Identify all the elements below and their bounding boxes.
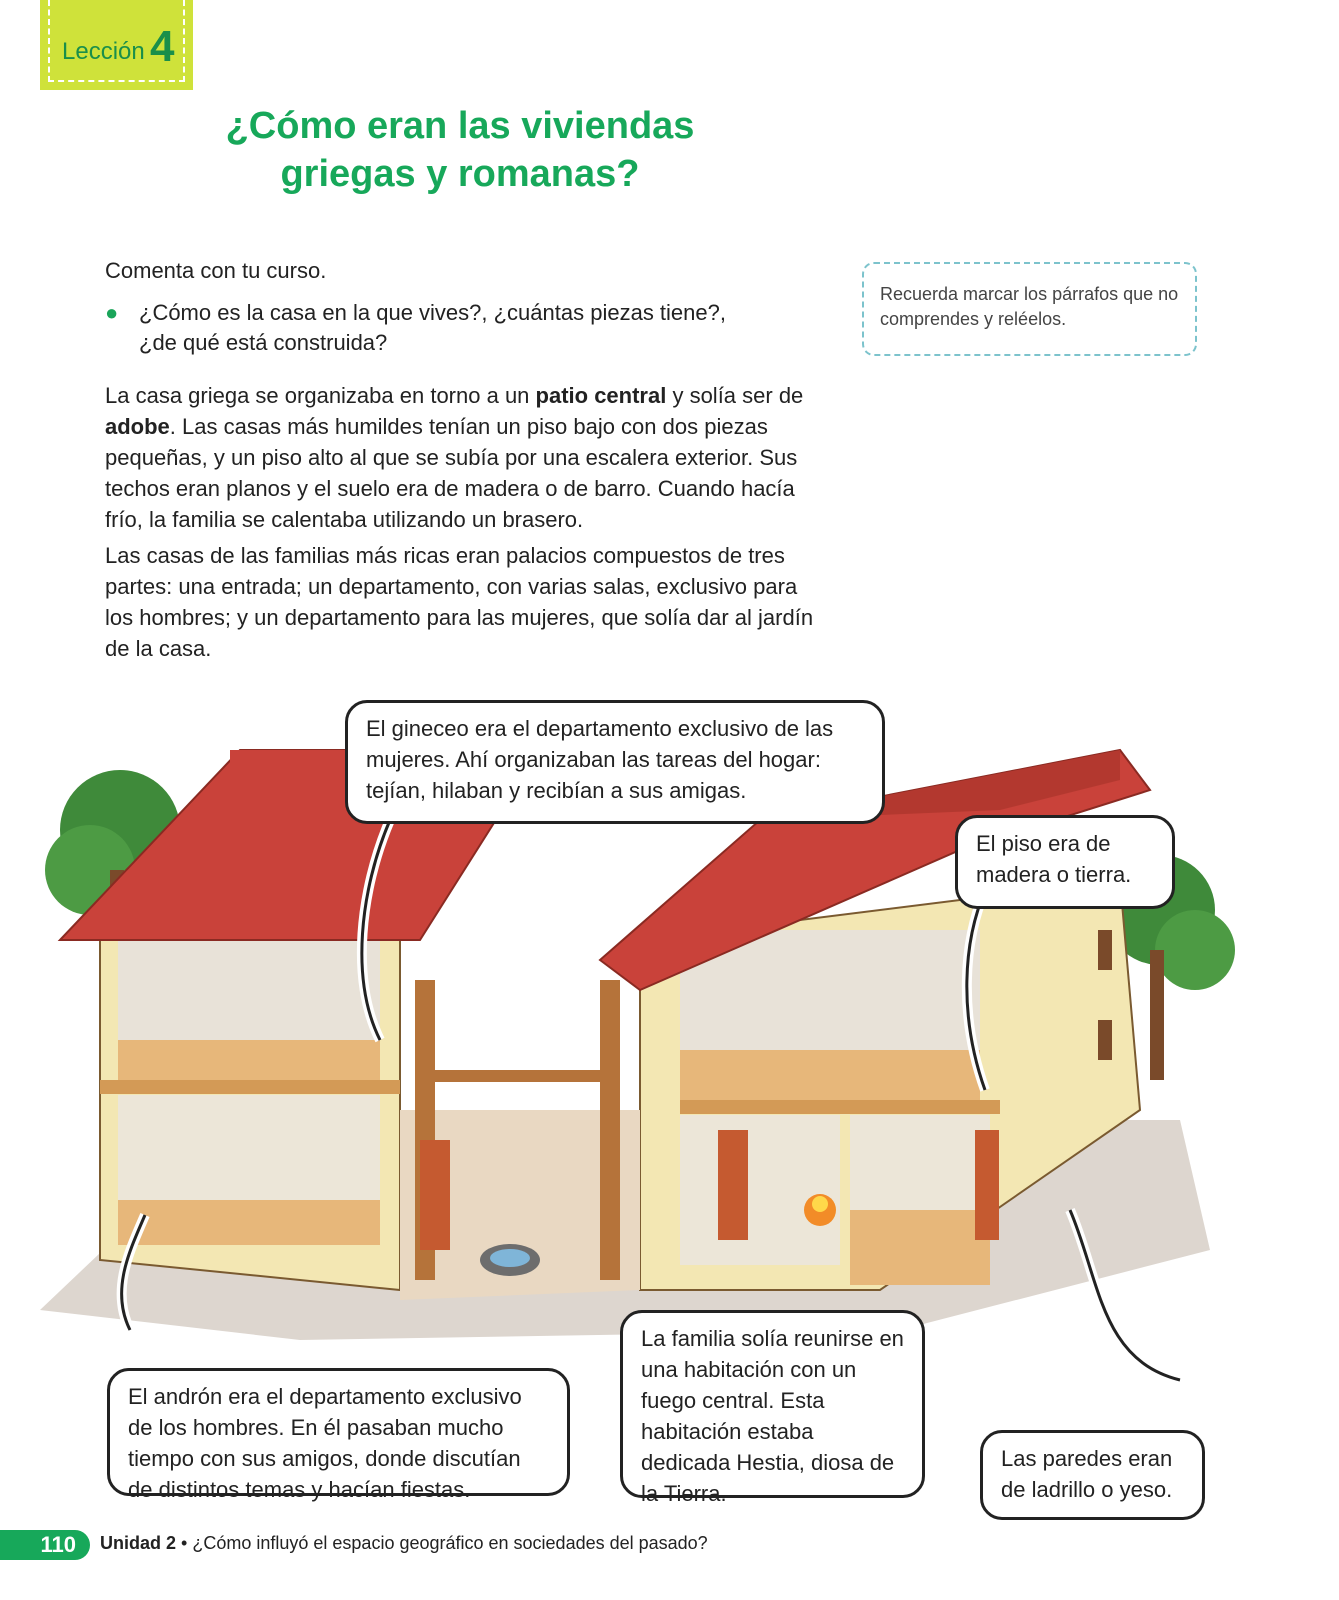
page-title (220, 102, 700, 198)
lesson-number: 4 (150, 22, 175, 71)
lesson-label: Lección (62, 38, 145, 65)
callout-gineceo: El gineceo era el departamento exclusivo de las mujeres. Ahí organizaban las tareas del hogar: tejían, hilaban y recibían a sus amigas. (345, 700, 885, 824)
p1-bold-adobe: adobe (105, 414, 170, 439)
paragraph-1 (105, 380, 820, 535)
hestia-room (680, 1115, 840, 1265)
door-left (420, 1140, 450, 1250)
p1-text-a: La casa griega se organizaba en torno a un (105, 383, 536, 408)
title-line-2: griegas y romanas? (280, 153, 640, 195)
paragraph-2: Las casas de las familias más ricas eran palacios compuestos de tres partes: una entrada; un departamento, con varias salas, exclusivo para los hombres; y un departamento para las mujeres, que solía dar al jardín de la casa. (105, 543, 814, 661)
callout-andron: El andrón era el departamento exclusivo de los hombres. En él pasaban mucho tiempo con sus amigos, donde discutían de distintos temas y hacían fiestas. (107, 1368, 570, 1496)
callout-familia: La familia solía reunirse en una habitación con un fuego central. Esta habitación estaba dedicada Hestia, diosa de la Tierra. (620, 1310, 925, 1498)
callout-paredes: Las paredes eran de ladrillo o yeso. (980, 1430, 1205, 1520)
p1-bold-patio: patio central (535, 383, 667, 408)
discuss-question-text: ¿Cómo es la casa en la que vives?, ¿cuántas piezas tiene?, ¿de qué está construida? (139, 300, 726, 355)
callout-piso: El piso era de madera o tierra. (955, 815, 1175, 909)
lesson-tab (40, 0, 193, 90)
footer-unit (100, 1533, 708, 1554)
p1-text-b: y solía ser de (666, 383, 804, 408)
bullet-icon: ● (105, 300, 119, 325)
door-right (975, 1130, 999, 1240)
door-hestia (718, 1130, 748, 1240)
p1-text-c: . Las casas más humildes tenían un piso bajo con dos piezas pequeñas, y un piso alto al que se subía por una escalera exterior. Sus techos eran planos y el suelo era de madera o de barro. Cuando hacía frío, la familia se calentaba utilizando un brasero. (105, 414, 798, 532)
footer-separator: • (181, 1533, 188, 1553)
footer-unit-label: Unidad 2 (100, 1533, 177, 1553)
page-number: 110 (0, 1530, 90, 1560)
title-line-1: ¿Cómo eran las viviendas (225, 105, 695, 147)
discuss-intro: Comenta con tu curso. (105, 258, 327, 283)
reminder-box: Recuerda marcar los párrafos que no comprendes y reléelos. (862, 262, 1197, 356)
footer-question: ¿Cómo influyó el espacio geográfico en sociedades del pasado? (192, 1533, 708, 1553)
